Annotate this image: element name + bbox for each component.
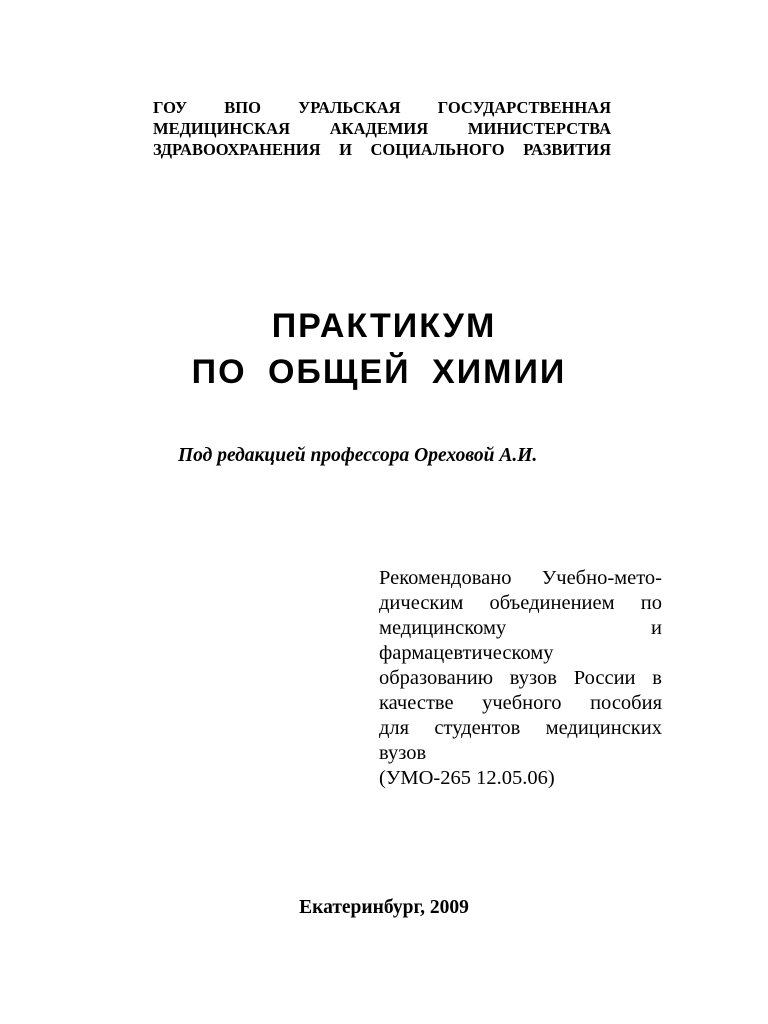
recommendation-line: Рекомендовано Учебно-мето- <box>379 567 662 589</box>
book-title-line: ПРАКТИКУМ <box>271 307 497 345</box>
publication-place-year: Екатеринбург, 2009 <box>299 897 469 918</box>
recommendation-block <box>379 566 662 791</box>
book-title-line: ПО ОБЩЕЙ ХИМИИ <box>191 353 567 391</box>
recommendation-line: (УМО-265 12.05.06) <box>379 767 555 789</box>
editor-credit: Под редакцией профессора Ореховой А.И. <box>178 445 538 466</box>
recommendation-line: образованию вузов России в <box>379 667 662 689</box>
recommendation-line: медицинскому и <box>379 617 662 639</box>
recommendation-line: качестве учебного пособия <box>379 692 662 714</box>
institution-line: МЕДИЦИНСКАЯ АКАДЕМИЯ МИНИСТЕРСТВА <box>153 119 611 138</box>
institution-header <box>153 97 611 160</box>
institution-line: ЗДРАВООХРАНЕНИЯ И СОЦИАЛЬНОГО РАЗВИТИЯ <box>153 140 611 159</box>
institution-line: ГОУ ВПО УРАЛЬСКАЯ ГОСУДАРСТВЕННАЯ <box>153 98 611 117</box>
book-title <box>0 303 768 395</box>
recommendation-line: вузов <box>379 742 427 764</box>
recommendation-line: фармацевтическому <box>379 642 554 664</box>
recommendation-line: дическим объединением по <box>379 592 662 614</box>
recommendation-line: для студентов медицинских <box>379 717 662 739</box>
